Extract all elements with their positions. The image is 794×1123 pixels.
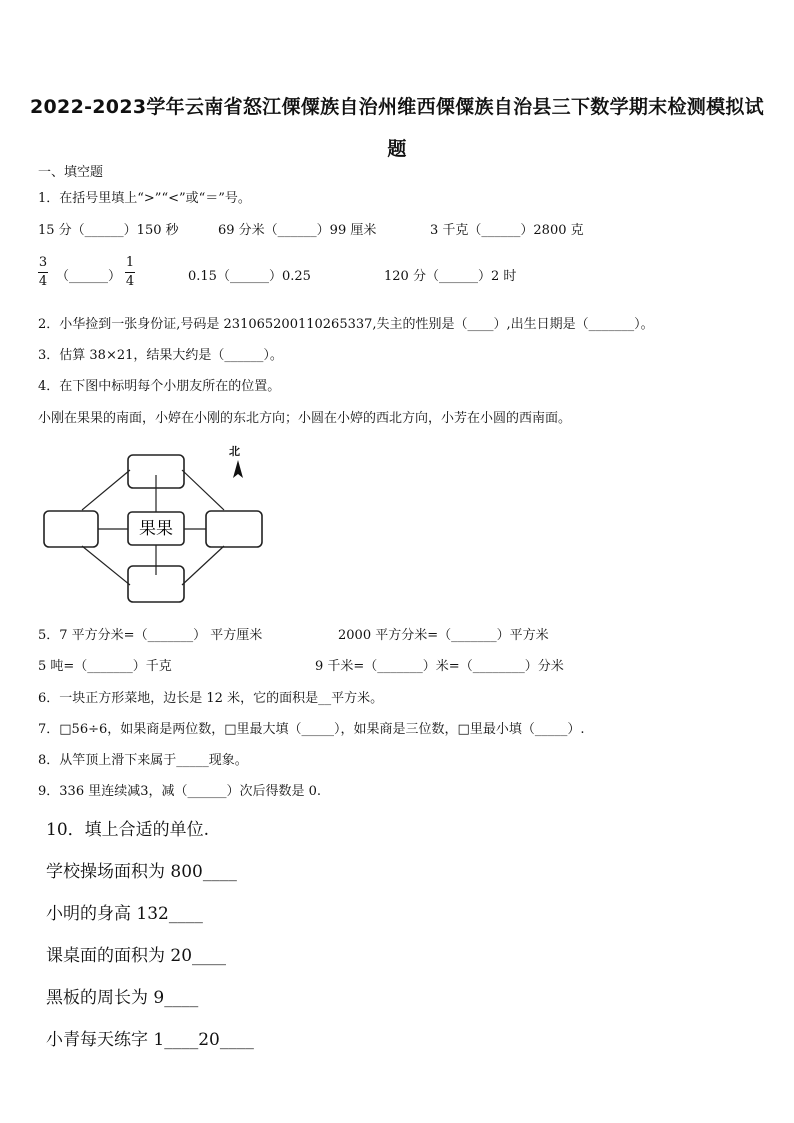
- document-title: [30, 86, 764, 170]
- fraction-denominator: 4: [38, 274, 48, 289]
- q10-item: 小明的身高 132____: [46, 904, 203, 924]
- q5-part: 9 千米=（_______）米=（________）分米: [315, 659, 564, 674]
- q4-description: 小刚在果果的南面，小婷在小刚的东北方向；小圆在小婷的西北方向，小芳在小圆的西南面。: [38, 411, 572, 426]
- west-answer-box: [44, 511, 98, 547]
- q5-part: 5．7 平方分米=（_______） 平方厘米: [38, 628, 263, 643]
- north-label: 北: [229, 445, 240, 458]
- fraction-numerator: 1: [125, 255, 135, 270]
- q1-item: 120 分（______）2 时: [384, 269, 517, 284]
- fraction-numerator: 3: [38, 255, 48, 270]
- title-line-2: 题: [387, 138, 407, 160]
- connector-line: [182, 546, 224, 585]
- q1-text: 1．在括号里填上“>”“<”或“＝”号。: [38, 191, 251, 206]
- q2-text: 2．小华捡到一张身份证,号码是 231065200110265337,失主的性别是（____）,出生日期是（_______）。: [38, 317, 654, 332]
- q10-item: 学校操场面积为 800____: [46, 862, 237, 882]
- q10-item: 课桌面的面积为 20____: [46, 946, 227, 966]
- fraction-bar: [38, 272, 48, 273]
- q10-item: 黑板的周长为 9____: [46, 988, 199, 1008]
- center-label-guoguo: 果果: [139, 519, 173, 539]
- q6-text: 6．一块正方形菜地，边长是 12 米，它的面积是__平方米。: [38, 691, 384, 706]
- east-answer-box: [206, 511, 262, 547]
- q1-item: 69 分米（______）99 厘米: [218, 223, 377, 238]
- q7-text: 7．□56÷6，如果商是两位数，□里最大填（_____），如果商是三位数，□里最小填（_____）.: [38, 722, 585, 737]
- q4-text: 4．在下图中标明每个小朋友所在的位置。: [38, 379, 281, 394]
- fraction-denominator: 4: [125, 274, 135, 289]
- q10-item: 小青每天练字 1____20____: [46, 1030, 254, 1050]
- connector-line: [82, 470, 130, 510]
- connector-line: [182, 470, 224, 510]
- title-line-1: 2022-2023学年云南省怒江傈僳族自治州维西傈僳族自治县三下数学期末检测模拟试: [30, 96, 764, 118]
- q10-text: 10．填上合适的单位.: [46, 820, 210, 840]
- north-arrow-icon: [232, 460, 244, 480]
- q1-compare-blank: （______）: [56, 269, 122, 284]
- connector-line: [82, 546, 130, 585]
- q3-text: 3．估算 38×21，结果大约是（______）。: [38, 348, 283, 363]
- q1-item: 15 分（______）150 秒: [38, 223, 179, 238]
- fraction-bar: [125, 272, 135, 273]
- q9-text: 9．336 里连续减3，减（______）次后得数是 0.: [38, 784, 322, 799]
- q1-item: 3 千克（______）2800 克: [430, 223, 584, 238]
- q5-part: 5 吨=（_______）千克: [38, 659, 172, 674]
- q5-part: 2000 平方分米=（_______）平方米: [338, 628, 549, 643]
- section-heading: 一、填空题: [38, 165, 104, 180]
- fraction-three-quarters: [38, 255, 48, 290]
- q8-text: 8．从竿顶上滑下来属于_____现象。: [38, 753, 248, 768]
- fraction-one-quarter: [125, 255, 135, 290]
- q1-item: 0.15（______）0.25: [188, 269, 311, 284]
